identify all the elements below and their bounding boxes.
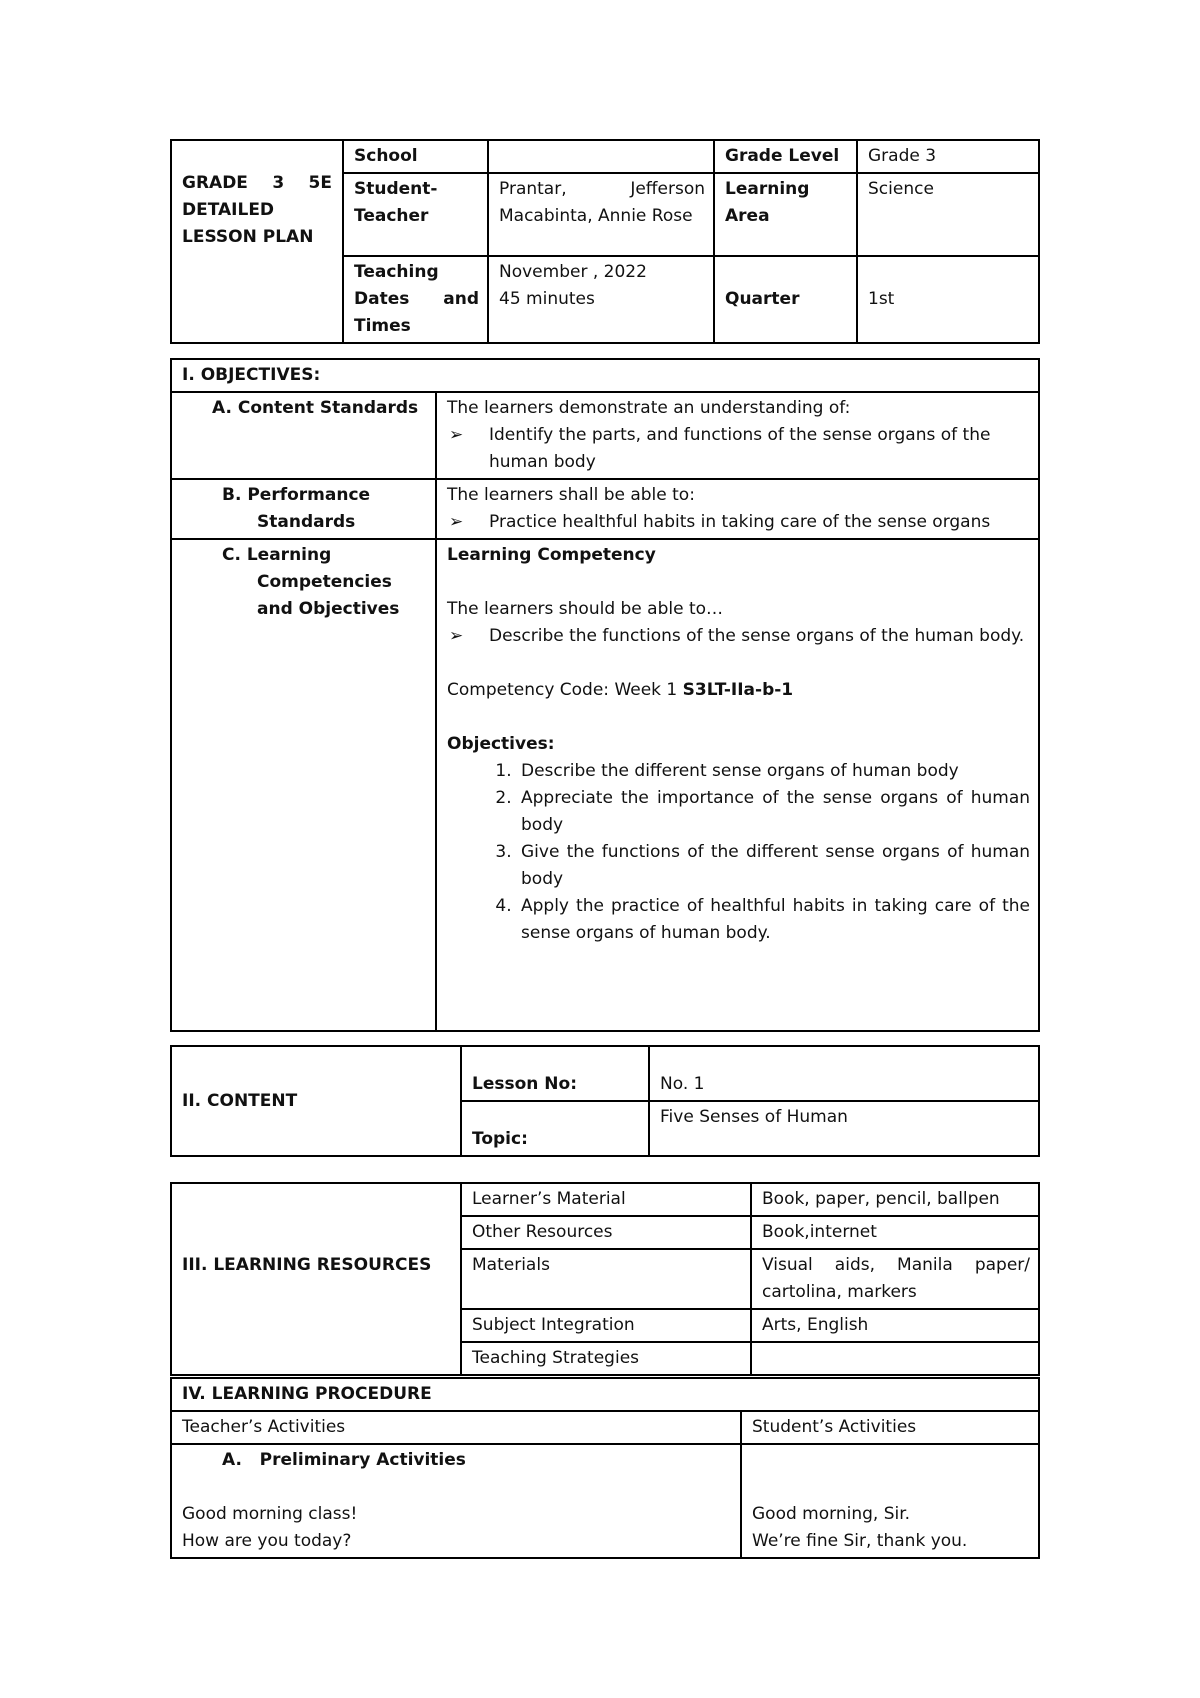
resource-value: Book,internet (751, 1216, 1039, 1249)
teacher-activities-cell (171, 1444, 741, 1558)
objectives-list (447, 758, 1030, 947)
teaching-dates-label: Teaching Dates and Times (343, 256, 488, 343)
competency-heading: Learning Competency (447, 545, 656, 565)
teacher-line: Good morning class! (182, 1504, 358, 1524)
school-label: School (343, 140, 488, 173)
content-table (170, 1045, 1040, 1157)
arrow-bullet-icon: ➢ (449, 626, 464, 646)
resource-label: Other Resources (461, 1216, 751, 1249)
learning-area-label: Learning Area (714, 173, 857, 256)
quarter-label: Quarter (714, 256, 857, 343)
teaching-date: November , 2022 (499, 262, 647, 282)
competency-item: ➢ Describe the functions of the sense organs of the human body. (447, 623, 1030, 650)
resources-table (170, 1182, 1040, 1376)
lesson-plan-title (171, 140, 343, 343)
content-standards-item: ➢ Identify the parts, and functions of the sense organs of the human body (447, 422, 1030, 476)
resources-heading: III. LEARNING RESOURCES (171, 1183, 461, 1375)
objectives-heading: I. OBJECTIVES: (171, 359, 1039, 392)
teacher-column-header: Teacher’s Activities (171, 1411, 741, 1444)
title-text: GRADE 3 5E DETAILED LESSON PLAN (182, 173, 332, 247)
topic-label: Topic: (461, 1101, 649, 1156)
resource-label: Materials (461, 1249, 751, 1309)
resource-label: Subject Integration (461, 1309, 751, 1342)
procedure-table (170, 1377, 1040, 1559)
resource-value: Book, paper, pencil, ballpen (751, 1183, 1039, 1216)
student-teacher-value: Prantar, Jefferson Macabinta, Annie Rose (488, 173, 714, 256)
content-standards-intro: The learners demonstrate an understanding of: (447, 398, 851, 418)
resource-label: Teaching Strategies (461, 1342, 751, 1375)
content-standards-cell (436, 392, 1039, 479)
section-a-heading: A. Preliminary Activities (222, 1450, 466, 1470)
content-heading: II. CONTENT (171, 1046, 461, 1156)
student-column-header: Student’s Activities (741, 1411, 1039, 1444)
teaching-duration: 45 minutes (499, 289, 595, 309)
list-item: 4. Apply the practice of healthful habits in taking care of the sense organs of human body. (517, 893, 1030, 947)
resource-value: Visual aids, Manila paper/ cartolina, markers (751, 1249, 1039, 1309)
arrow-bullet-icon: ➢ (449, 425, 464, 445)
list-item: 2. Appreciate the importance of the sense organs of human body (517, 785, 1030, 839)
teaching-dates-value (488, 256, 714, 343)
header-table (170, 139, 1040, 344)
content-standards-label: A. Content Standards (171, 392, 436, 479)
list-item: 1. Describe the different sense organs of human body (517, 758, 1030, 785)
student-line: We’re fine Sir, thank you. (752, 1531, 968, 1551)
lesson-no-value: No. 1 (649, 1046, 1039, 1101)
performance-item: ➢ Practice healthful habits in taking care of the sense organs (447, 509, 1030, 536)
lesson-no-label: Lesson No: (461, 1046, 649, 1101)
list-item: 3. Give the functions of the different sense organs of human body (517, 839, 1030, 893)
student-line: Good morning, Sir. (752, 1504, 911, 1524)
resource-label: Learner’s Material (461, 1183, 751, 1216)
grade-level-value: Grade 3 (857, 140, 1039, 173)
quarter-value: 1st (857, 256, 1039, 343)
competencies-label: C. Learning Competencies and Objectives (171, 539, 436, 1031)
student-activities-cell (741, 1444, 1039, 1558)
student-teacher-label: Student-Teacher (343, 173, 488, 256)
resource-value: Arts, English (751, 1309, 1039, 1342)
arrow-bullet-icon: ➢ (449, 512, 464, 532)
school-value (488, 140, 714, 173)
learning-area-value: Science (857, 173, 1039, 256)
teacher-line: How are you today? (182, 1531, 352, 1551)
objectives-subheading: Objectives: (447, 734, 555, 754)
topic-value: Five Senses of Human (649, 1101, 1039, 1156)
competency-intro: The learners should be able to… (447, 599, 724, 619)
performance-intro: The learners shall be able to: (447, 485, 695, 505)
grade-level-label: Grade Level (714, 140, 857, 173)
objectives-table (170, 358, 1040, 1032)
competencies-cell (436, 539, 1039, 1031)
competency-code: Competency Code: Week 1 S3LT-IIa-b-1 (447, 680, 794, 700)
performance-standards-label: B. Performance Standards (171, 479, 436, 539)
resource-value (751, 1342, 1039, 1375)
performance-standards-cell (436, 479, 1039, 539)
procedure-heading: IV. LEARNING PROCEDURE (171, 1378, 1039, 1411)
